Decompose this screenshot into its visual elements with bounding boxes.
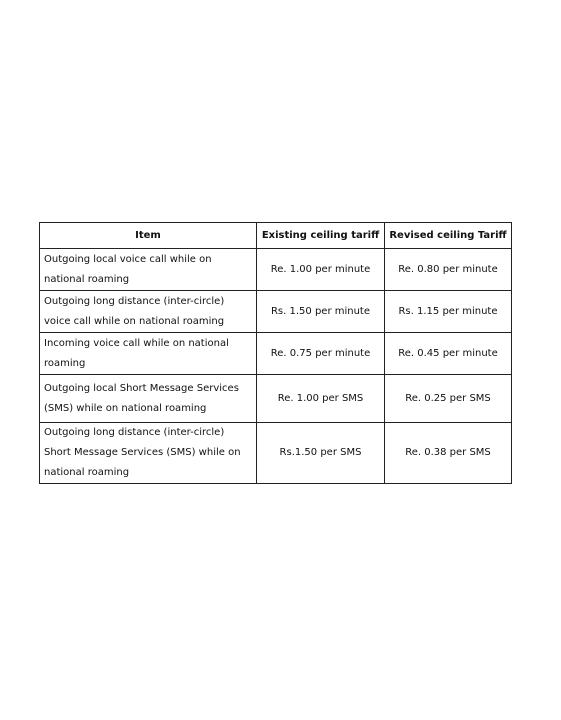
revised-tariff-cell: Rs. 1.15 per minute xyxy=(385,291,512,333)
revised-tariff-cell: Re. 0.80 per minute xyxy=(385,249,512,291)
column-header-existing: Existing ceiling tariff xyxy=(257,223,385,249)
table-header-row xyxy=(40,223,512,249)
revised-tariff-cell: Re. 0.25 per SMS xyxy=(385,375,512,423)
table-row xyxy=(40,249,512,291)
table-row xyxy=(40,333,512,375)
item-cell: Outgoing long distance (inter-circle) Short Message Services (SMS) while on national roaming xyxy=(40,423,257,484)
item-cell: Outgoing local Short Message Services (SMS) while on national roaming xyxy=(40,375,257,423)
item-cell: Outgoing local voice call while on national roaming xyxy=(40,249,257,291)
table-row xyxy=(40,291,512,333)
revised-tariff-cell: Re. 0.38 per SMS xyxy=(385,423,512,484)
table-row xyxy=(40,423,512,484)
tariff-table xyxy=(39,222,512,484)
existing-tariff-cell: Re. 1.00 per minute xyxy=(257,249,385,291)
existing-tariff-cell: Rs.1.50 per SMS xyxy=(257,423,385,484)
existing-tariff-cell: Re. 0.75 per minute xyxy=(257,333,385,375)
revised-tariff-cell: Re. 0.45 per minute xyxy=(385,333,512,375)
column-header-revised: Revised ceiling Tariff xyxy=(385,223,512,249)
table-row xyxy=(40,375,512,423)
item-cell: Incoming voice call while on national roaming xyxy=(40,333,257,375)
existing-tariff-cell: Rs. 1.50 per minute xyxy=(257,291,385,333)
existing-tariff-cell: Re. 1.00 per SMS xyxy=(257,375,385,423)
item-cell: Outgoing long distance (inter-circle) voice call while on national roaming xyxy=(40,291,257,333)
column-header-item: Item xyxy=(40,223,257,249)
